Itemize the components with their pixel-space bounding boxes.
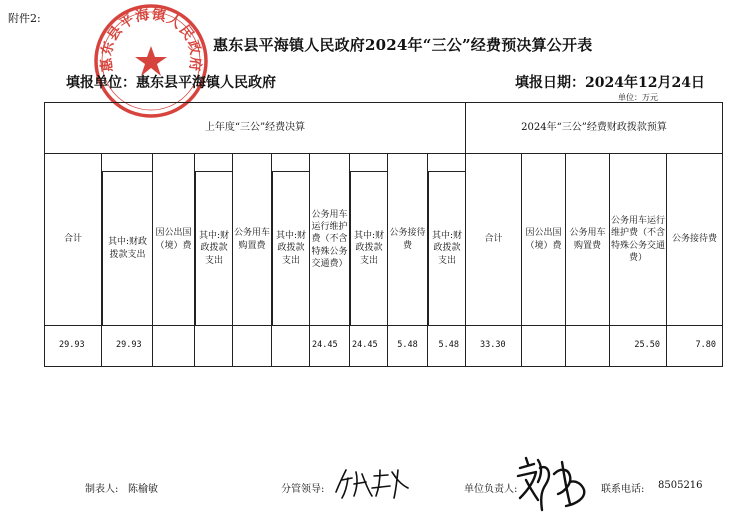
group-header-prior-year: 上年度“三公”经费决算 bbox=[45, 103, 466, 154]
header-vehicle-operation: 公务用车运行维护费（不含特殊公务交通费） bbox=[310, 154, 350, 326]
preparer-label: 制表人: bbox=[85, 484, 119, 495]
phone-label: 联系电话: bbox=[601, 484, 645, 495]
value-cell: 25.50 bbox=[610, 326, 667, 367]
header-cell bbox=[102, 154, 153, 326]
value-cell: 24.45 bbox=[310, 326, 350, 367]
header-reception: 公务接待费 bbox=[388, 154, 428, 326]
value-cell bbox=[195, 326, 233, 367]
attachment-label: 附件2: bbox=[8, 12, 41, 25]
header-budget-reception: 公务接待费 bbox=[667, 154, 723, 326]
filing-unit: 惠东县平海镇人民政府 bbox=[136, 75, 276, 91]
value-cell bbox=[233, 326, 272, 367]
value-cell: 5.48 bbox=[388, 326, 428, 367]
column-header-row bbox=[45, 154, 723, 326]
supervisor-label: 分管领导: bbox=[281, 484, 325, 495]
value-cell: 5.48 bbox=[428, 326, 466, 367]
seal-text: 惠东县平海镇人民政府 bbox=[98, 6, 204, 73]
header-fiscal-appropriation: 其中:财政拨款支出 bbox=[195, 171, 232, 325]
header-budget-overseas-travel: 因公出国（境）费 bbox=[522, 154, 566, 326]
table-row bbox=[45, 326, 723, 367]
filing-date-label: 填报日期： bbox=[515, 75, 585, 91]
value-cell: 7.80 bbox=[667, 326, 723, 367]
phone-number: 8505216 bbox=[658, 480, 703, 491]
header-fiscal-appropriation: 其中:财政拨款支出 bbox=[428, 171, 465, 325]
value-cell bbox=[522, 326, 566, 367]
filing-unit-row bbox=[66, 72, 276, 92]
header-cell bbox=[195, 154, 233, 326]
header-fiscal-appropriation: 其中:财政拨款支出 bbox=[102, 171, 152, 325]
value-cell: 33.30 bbox=[466, 326, 522, 367]
header-budget-vehicle-operation: 公务用车运行维护费（不含特殊公务交通费） bbox=[610, 154, 667, 326]
filing-date-row bbox=[515, 72, 705, 92]
value-cell bbox=[566, 326, 610, 367]
unit-head-label: 单位负责人: bbox=[464, 484, 518, 495]
value-cell: 29.93 bbox=[102, 326, 153, 367]
header-cell bbox=[272, 154, 310, 326]
filing-date: 2024年12月24日 bbox=[585, 75, 705, 91]
header-fiscal-appropriation: 其中:财政拨款支出 bbox=[272, 171, 309, 325]
header-budget-total: 合计 bbox=[466, 154, 522, 326]
unit-head-signature bbox=[512, 454, 588, 516]
header-fiscal-appropriation: 其中:财政拨款支出 bbox=[350, 171, 387, 325]
preparer-name: 陈榆敏 bbox=[128, 484, 158, 495]
value-cell: 24.45 bbox=[350, 326, 388, 367]
value-cell bbox=[272, 326, 310, 367]
header-budget-vehicle-purchase: 公务用车购置费 bbox=[566, 154, 610, 326]
unit-label: 单位：万元 bbox=[618, 93, 658, 102]
budget-table bbox=[44, 102, 723, 367]
value-cell: 29.93 bbox=[45, 326, 102, 367]
header-cell bbox=[350, 154, 388, 326]
group-header-budget-2024: 2024年“三公”经费财政拨款预算 bbox=[466, 103, 723, 154]
header-cell bbox=[428, 154, 466, 326]
supervisor-signature bbox=[332, 466, 412, 500]
header-total: 合计 bbox=[45, 154, 102, 326]
filing-unit-label: 填报单位： bbox=[66, 75, 136, 91]
group-header-row bbox=[45, 103, 723, 154]
header-overseas-travel: 因公出国（境）费 bbox=[153, 154, 195, 326]
value-cell bbox=[153, 326, 195, 367]
page-title: 惠东县平海镇人民政府2024年“三公”经费预决算公开表 bbox=[213, 36, 593, 54]
header-vehicle-purchase: 公务用车购置费 bbox=[233, 154, 272, 326]
